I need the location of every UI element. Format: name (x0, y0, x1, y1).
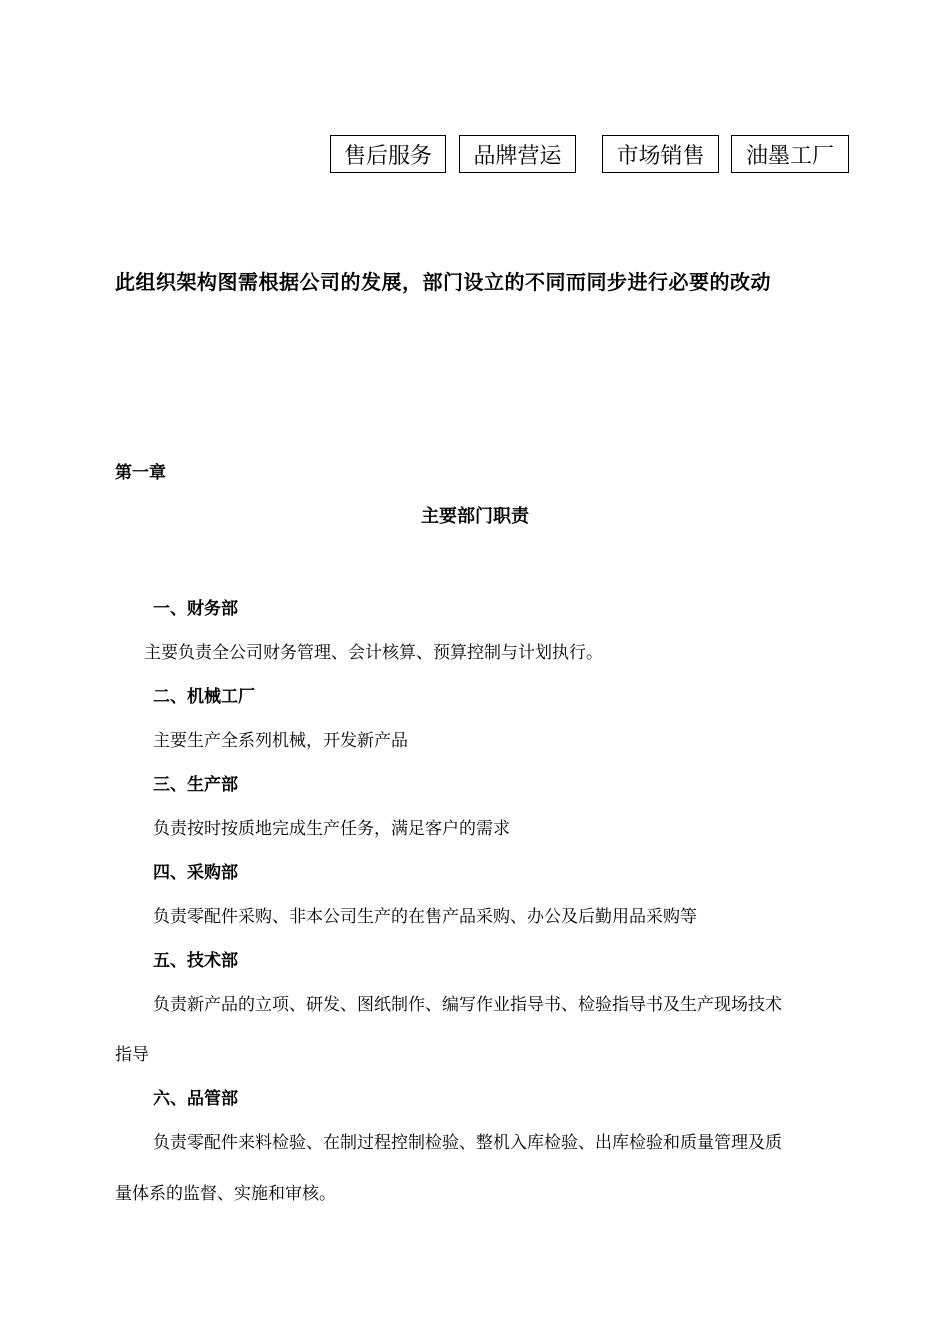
section-body-purchasing: 负责零配件采购、非本公司生产的在售产品采购、办公及后勤用品采购等 (153, 907, 697, 927)
section-heading-purchasing: 四、采购部 (153, 863, 238, 883)
section-body-quality-line-1: 负责零配件来料检验、在制过程控制检验、整机入库检验、出库检验和质量管理及质 (153, 1133, 782, 1153)
section-heading-production: 三、生产部 (153, 775, 238, 795)
org-box-ink-factory: 油墨工厂 (731, 135, 849, 173)
section-body-finance: 主要负责全公司财务管理、会计核算、预算控制与计划执行。 (144, 643, 603, 663)
section-heading-finance: 一、财务部 (153, 599, 238, 619)
chapter-label: 第一章 (115, 463, 166, 483)
section-body-machinery-factory: 主要生产全系列机械，开发新产品 (153, 731, 408, 751)
org-box-brand-operations: 品牌营运 (459, 135, 576, 173)
section-heading-quality: 六、品管部 (153, 1089, 238, 1109)
org-chart-note: 此组织架构图需根据公司的发展，部门设立的不同而同步进行必要的改动 (115, 270, 771, 294)
org-box-after-sales: 售后服务 (330, 135, 446, 173)
section-body-production: 负责按时按质地完成生产任务，满足客户的需求 (153, 819, 510, 839)
chapter-title: 主要部门职责 (421, 506, 529, 527)
section-body-technical-line-2: 指导 (115, 1045, 149, 1065)
section-body-technical-line-1: 负责新产品的立项、研发、图纸制作、编写作业指导书、检验指导书及生产现场技术 (153, 995, 782, 1015)
section-heading-machinery-factory: 二、机械工厂 (153, 687, 255, 707)
section-heading-technical: 五、技术部 (153, 951, 238, 971)
section-body-quality-line-2: 量体系的监督、实施和审核。 (115, 1184, 336, 1204)
org-box-market-sales: 市场销售 (602, 135, 719, 173)
